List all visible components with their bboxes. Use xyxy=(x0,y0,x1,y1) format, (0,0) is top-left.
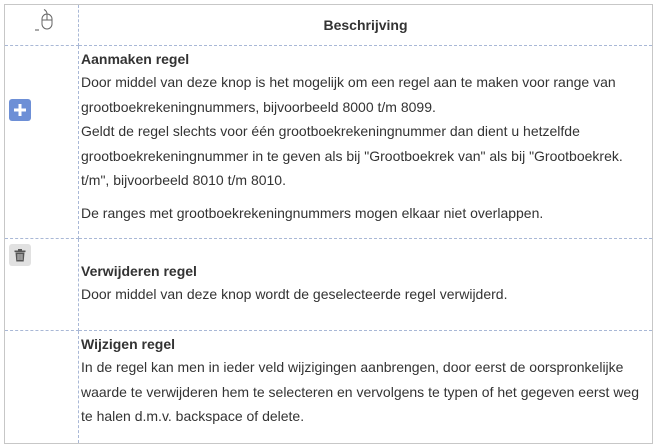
delete-button[interactable] xyxy=(9,244,31,266)
description-text: Door middel van deze knop is het mogelijk om een regel aan te maken voor range van grootboekrekeningnummers, bijvoorbeeld 8000 t/m 8099. xyxy=(81,74,616,115)
description-cell xyxy=(79,331,653,444)
table-row-add xyxy=(5,46,653,239)
icon-column-header xyxy=(5,5,79,46)
description-text: Door middel van deze knop wordt de geselecteerde regel verwijderd. xyxy=(81,286,508,302)
mouse-icon xyxy=(33,9,55,33)
description-text: De ranges met grootboekrekeningnummers mogen elkaar niet overlappen. xyxy=(81,204,544,221)
add-button[interactable] xyxy=(9,99,31,121)
description-column-header: Beschrijving xyxy=(79,5,653,46)
header-row xyxy=(5,5,653,46)
row-title: Verwijderen regel xyxy=(81,263,197,279)
plus-icon xyxy=(13,103,27,117)
table-row-edit xyxy=(5,331,653,444)
description-text: Geldt de regel slechts voor één grootboekrekeningnummer dan dient u hetzelfde grootboekrekeningnummer in te geven als bij "Grootboekrek van" als bij "Grootboekrek. t/m", bijvoorbeeld 8010 t/m 8010. xyxy=(81,123,623,188)
trash-icon xyxy=(14,249,26,262)
row-title: Wijzigen regel xyxy=(81,336,176,352)
description-cell xyxy=(79,46,653,239)
help-table xyxy=(4,4,653,444)
icon-cell xyxy=(5,46,79,239)
icon-cell xyxy=(5,239,79,331)
description-text: In de regel kan men in ieder veld wijzigingen aanbrengen, door eerst de oorspronkelijke waarde te verwijderen hem te selecteren en vervolgens te typen of het gegeven eerst weg te halen d.m.v. backspace of delete. xyxy=(81,359,639,424)
description-cell xyxy=(79,239,653,331)
table-row-delete xyxy=(5,239,653,331)
row-title: Aanmaken regel xyxy=(81,51,190,67)
icon-cell xyxy=(5,331,79,444)
